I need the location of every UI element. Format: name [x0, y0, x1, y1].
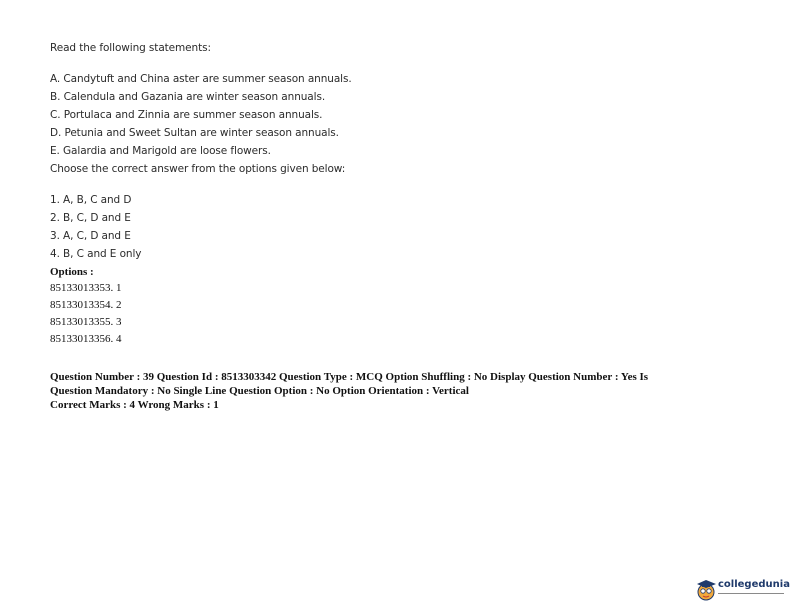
- option-id-4: 85133013356. 4: [50, 333, 122, 345]
- logo-tagline: [718, 593, 784, 596]
- logo-wordmark: collegedunia: [718, 579, 790, 590]
- option-id-2: 85133013354. 2: [50, 299, 122, 311]
- answer-choice-4: 4. B, C and E only: [50, 248, 142, 260]
- statement-c: C. Portulaca and Zinnia are summer season annuals.: [50, 109, 323, 121]
- statement-b: B. Calendula and Gazania are winter season annuals.: [50, 91, 326, 103]
- metadata-line-1: Question Number : 39 Question Id : 8513303342 Question Type : MCQ Option Shuffling : No Display Question Number : Yes Is: [50, 371, 649, 383]
- intro-text: Read the following statements:: [50, 42, 211, 54]
- statement-e: E. Galardia and Marigold are loose flowers.: [50, 145, 271, 157]
- question-metadata: [50, 370, 730, 412]
- metadata-line-2: Question Mandatory : No Single Line Question Option : No Option Orientation : Vertical: [50, 385, 469, 397]
- metadata-line-3: Correct Marks : 4 Wrong Marks : 1: [50, 399, 219, 411]
- answer-choice-3: 3. A, C, D and E: [50, 230, 131, 242]
- options-label: Options :: [50, 266, 94, 278]
- graduate-mascot-icon: [696, 578, 718, 602]
- answer-choice-2: 2. B, C, D and E: [50, 212, 131, 224]
- answer-choice-1: 1. A, B, C and D: [50, 194, 132, 206]
- instruction-text: Choose the correct answer from the options given below:: [50, 163, 346, 175]
- option-id-1: 85133013353. 1: [50, 282, 122, 294]
- statement-a: A. Candytuft and China aster are summer season annuals.: [50, 73, 352, 85]
- collegedunia-logo: [696, 576, 788, 604]
- statement-d: D. Petunia and Sweet Sultan are winter season annuals.: [50, 127, 339, 139]
- option-id-3: 85133013355. 3: [50, 316, 122, 328]
